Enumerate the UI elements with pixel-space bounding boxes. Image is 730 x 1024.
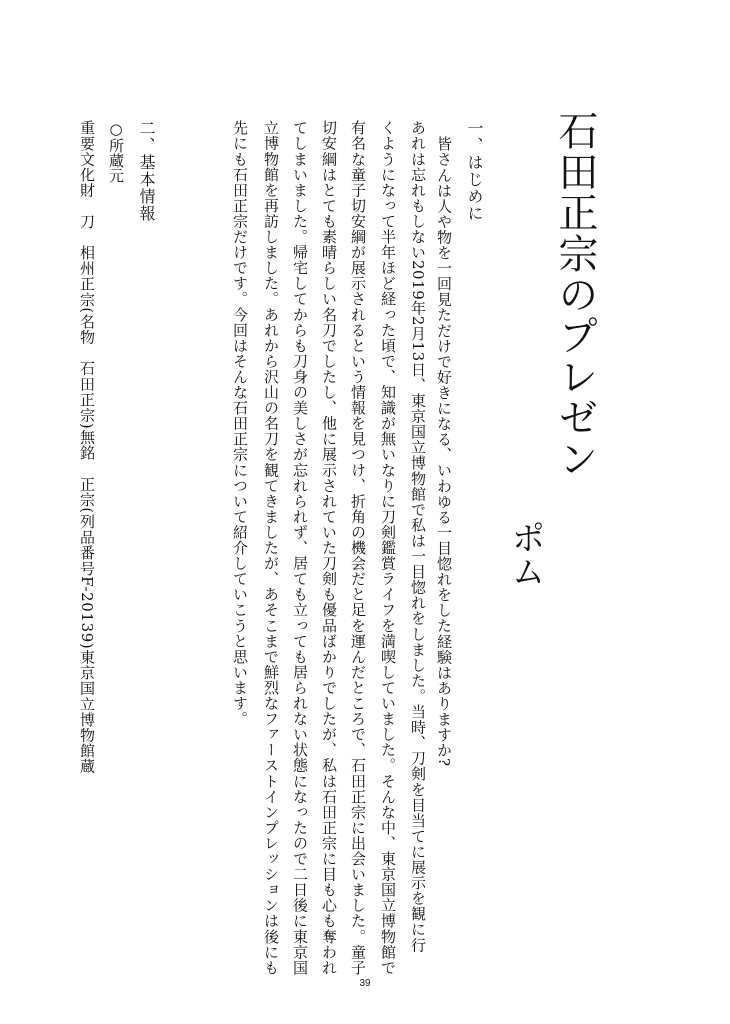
page-number: 39 <box>359 978 371 989</box>
author-name: ポム <box>505 520 545 588</box>
owner-label: ○所蔵元 <box>107 120 125 183</box>
section-heading-basic-info: 二、基本情報 <box>137 120 156 222</box>
intro-paragraph-1: 皆さんは人や物を一回見ただけで好きになる、いわゆる一目惚れをした経験はありますか? <box>435 136 453 767</box>
intro-paragraph-2-line: てしまいました。帰宅してからも刀身の美しさが忘れられず、居ても立っても居られない状態になったので二日後に東京国 <box>291 120 309 976</box>
intro-paragraph-2-line: あれは忘れもしない2019年2月13日、東京国立博物館で私は一目惚れをしました。当時、刀剣を目当てに展示を観に行 <box>409 120 427 953</box>
owner-description: 重要文化財 刀 相州正宗(名物 石田正宗)無銘 正宗(列品番号F-20139)東京国立博物館蔵 <box>78 120 96 775</box>
intro-paragraph-2-line: 立博物館を再訪しました。あれから沢山の名刀を観てきましたが、あそこまで鮮烈なファーストインプレッションは後にも <box>262 120 280 976</box>
intro-paragraph-2-line: くようになって半年ほど経った頃で、知識が無いなりに刀剣鑑賞ライフを満喫していました。そんな中、東京国立博物館で <box>379 120 397 976</box>
intro-paragraph-2-line: 先にも石田正宗だけです。今回はそんな石田正宗について紹介していこうと思います。 <box>231 120 249 727</box>
intro-paragraph-2-line: 有名な童子切安綱が展示されるという情報を見つけ、折角の機会だと足を運んだところで、石田正宗に出会いました。童子 <box>349 120 367 976</box>
intro-paragraph-2-line: 切安綱はとても素晴らしい名刀でしたし、他に展示されていた刀剣も優品ばかりでしたが、私は石田正宗に目も心も奪われ <box>320 120 338 976</box>
section-heading-introduction: 一、はじめに <box>465 120 484 222</box>
page-title: 石田正宗のプレゼン <box>552 110 598 479</box>
